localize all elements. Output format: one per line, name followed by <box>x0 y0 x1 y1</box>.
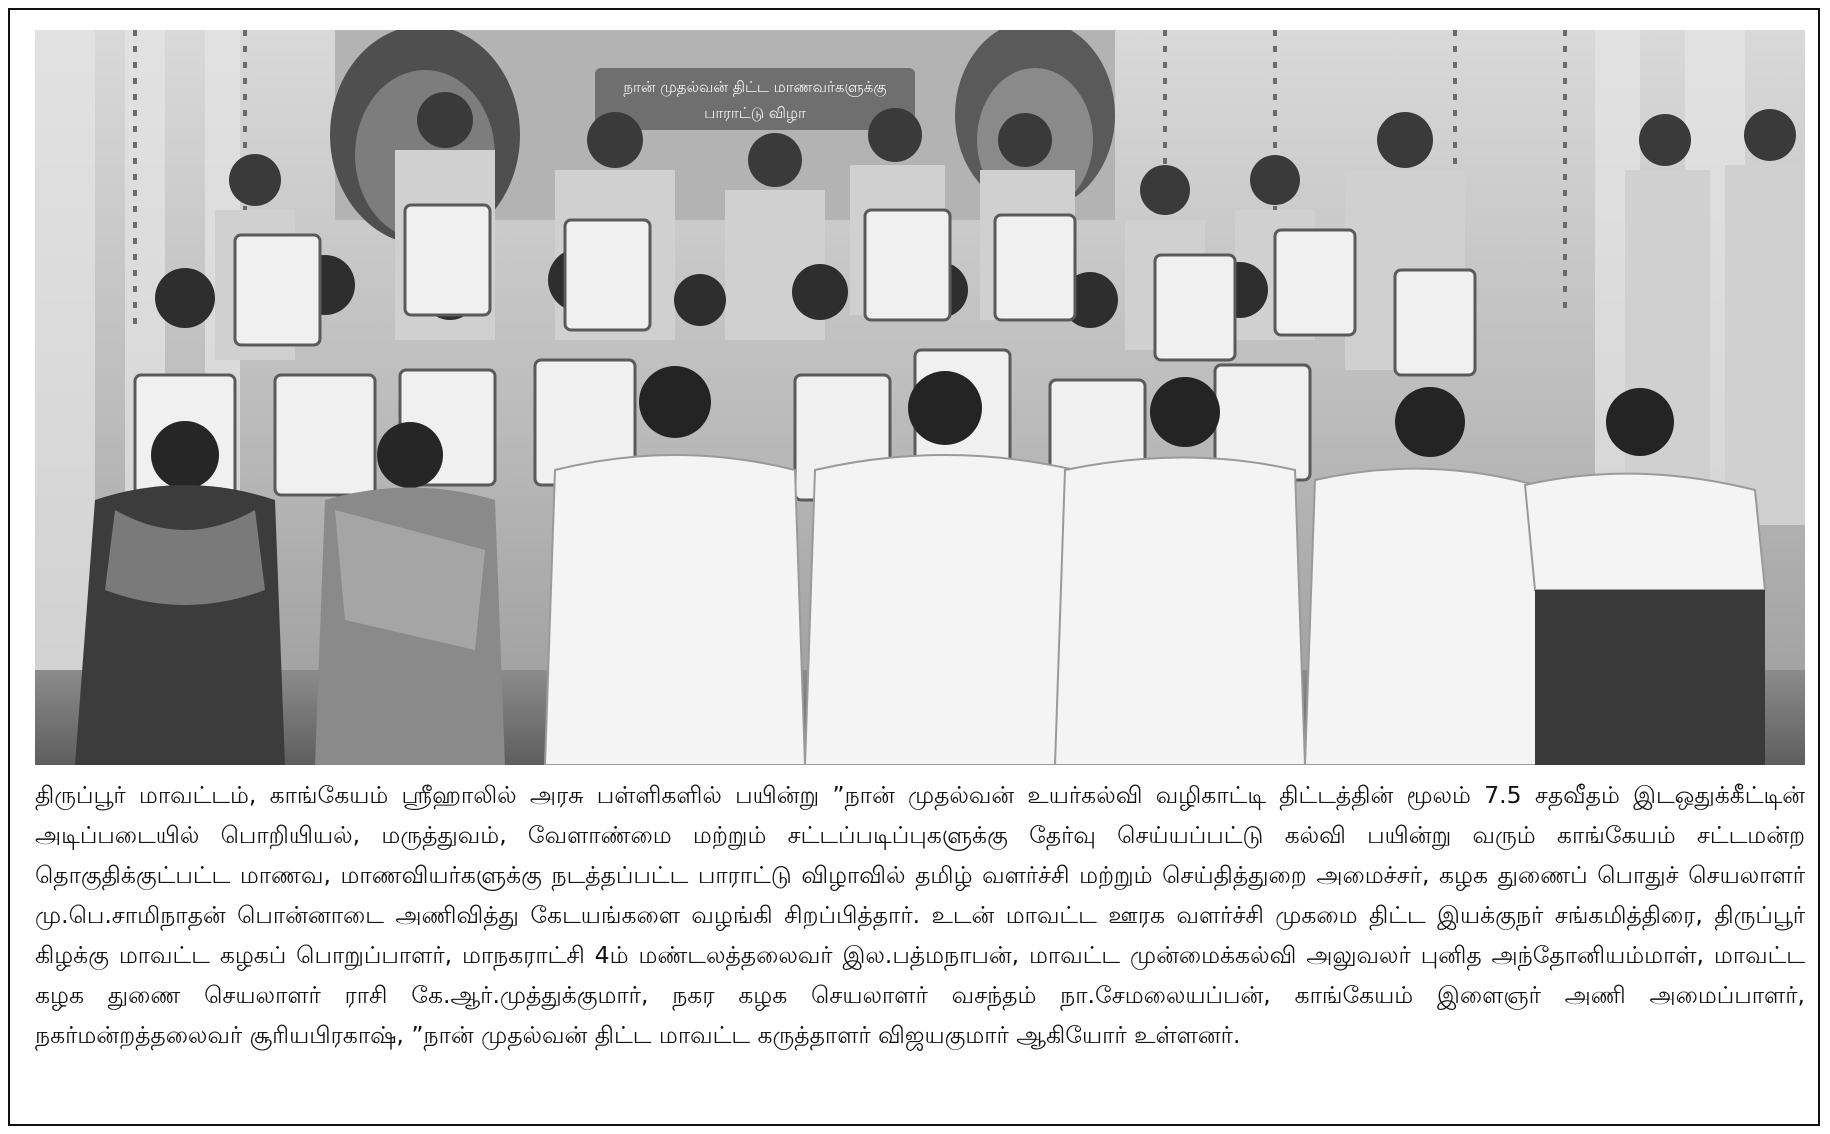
banner-line-2: பாராட்டு விழா <box>704 104 806 122</box>
banner-line-1: நான் முதல்வன் திட்ட மாணவர்களுக்கு <box>623 78 887 96</box>
newspaper-clipping <box>8 8 1820 1126</box>
photograph-icon <box>35 30 1805 765</box>
event-photo <box>35 30 1805 765</box>
news-caption: திருப்பூர் மாவட்டம், காங்கேயம் ஸ்ரீஹாலில் அரசு பள்ளிகளில் பயின்று ”நான் முதல்வன் உயர்கல்வி வழிகாட்டி திட்டத்தின் மூலம் 7.5 சதவீதம் இடஒதுக்கீட்டின் அடிப்படையில் பொறியியல், மருத்துவம், வேளாண்மை மற்றும் சட்டப்படிப்புகளுக்கு தேர்வு செய்யப்பட்டு கல்வி பயின்று வரும் காங்கேயம் சட்டமன்ற தொகுதிக்குட்பட்ட மாணவ, மாணவியர்களுக்கு நடத்தப்பட்ட பாராட்டு விழாவில் தமிழ் வளர்ச்சி மற்றும் செய்தித்துறை அமைச்சர், கழக துணைப் பொதுச் செயலாளர் மு.பெ.சாமிநாதன் பொன்னாடை அணிவித்து கேடயங்களை வழங்கி சிறப்பித்தார். உடன் மாவட்ட ஊரக வளர்ச்சி முகமை திட்ட இயக்குநர் சங்கமித்திரை, திருப்பூர் கிழக்கு மாவட்ட கழகப் பொறுப்பாளர், மாநகராட்சி 4ம் மண்டலத்தலைவர் இல.பத்மநாபன், மாவட்ட முன்மைக்கல்வி அலுவலர் புனித அந்தோனியம்மாள், மாவட்ட கழக துணை செயலாளர் ராசி கே.ஆர்.முத்துக்குமார், நகர கழக செயலாளர் வசந்தம் நா.சேமலையப்பன், காங்கேயம் இளைஞர் அணி அமைப்பாளர், நகர்மன்றத்தலைவர் சூரியபிரகாஷ், ”நான் முதல்வன் திட்ட மாவட்ட கருத்தாளர் விஜயகுமார் ஆகியோர் உள்ளனர். <box>35 781 1805 1049</box>
